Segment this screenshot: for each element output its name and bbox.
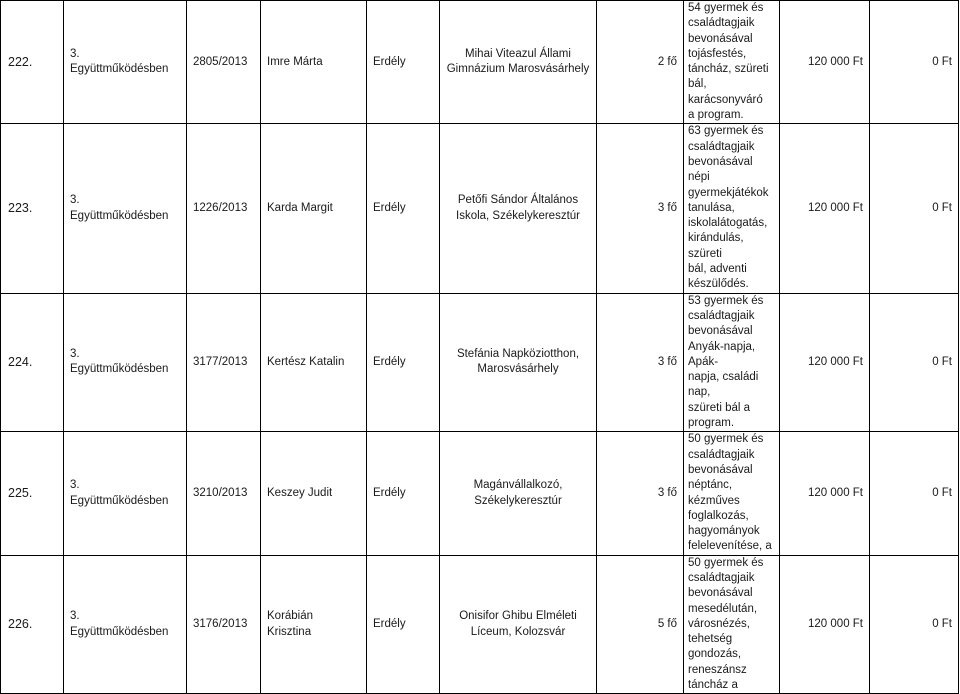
region-text: Erdély	[373, 55, 406, 68]
cooperation-type	[64, 293, 187, 432]
person-name-text: Korábián Krisztina	[267, 610, 314, 638]
amount-other	[870, 555, 959, 694]
program-description	[684, 555, 780, 694]
institution-text: Magánvállalkozó, Székelykeresztúr	[473, 479, 563, 507]
reference-number-text: 1226/2013	[193, 201, 248, 214]
persons-count-text: 3 fő	[657, 486, 677, 499]
reference-number-text: 3177/2013	[193, 355, 248, 368]
row-number-text: 222.	[8, 54, 33, 69]
row-number-text: 225.	[8, 485, 33, 500]
region-text: Erdély	[373, 617, 406, 630]
amount-other-text: 0 Ft	[932, 55, 952, 68]
institution-text: Onisifor Ghibu Elméleti Líceum, Kolozsvár	[459, 610, 577, 638]
region-text: Erdély	[373, 201, 406, 214]
amount-granted	[780, 555, 870, 694]
institution	[440, 555, 597, 694]
persons-count	[597, 293, 684, 432]
person-name	[261, 124, 367, 293]
institution	[440, 432, 597, 555]
amount-granted	[780, 293, 870, 432]
cooperation-type-text: 3. Együttműködésben	[70, 47, 169, 76]
reference-number	[187, 1, 261, 124]
table-body	[1, 1, 959, 694]
amount-other-text: 0 Ft	[932, 201, 952, 214]
program-description	[684, 124, 780, 293]
program-description	[684, 293, 780, 432]
program-description-text: 53 gyermek és családtagjaik bevonásával Anyák-napja, Apák- napja, családi nap, szüreti bál a program.	[688, 294, 764, 430]
persons-count-text: 3 fő	[657, 201, 677, 214]
persons-count-text: 2 fő	[657, 55, 677, 68]
cooperation-type-text: 3. Együttműködésben	[70, 348, 169, 376]
row-number-text: 224.	[8, 354, 33, 369]
person-name-text: Karda Margit	[267, 201, 333, 214]
program-description-text: 50 gyermek és családtagjaik bevonásával néptánc, kézműves foglalkozás, hagyományok felelevenítése, a	[688, 433, 772, 553]
row-number	[1, 432, 64, 555]
region	[367, 432, 440, 555]
table-row	[1, 555, 959, 694]
row-number	[1, 124, 64, 293]
reference-number-text: 3210/2013	[193, 486, 248, 499]
region-text: Erdély	[373, 355, 406, 368]
reference-number	[187, 293, 261, 432]
person-name	[261, 1, 367, 124]
program-description-text: 54 gyermek és családtagjaik bevonásával tojásfestés, táncház, szüreti bál, karácsonyváró a program.	[688, 2, 769, 122]
cooperation-type-text: 3. Együttműködésben	[70, 194, 169, 222]
table-row	[1, 124, 959, 293]
person-name-text: Imre Márta	[267, 55, 323, 68]
cooperation-type-text: 3. Együttműködésben	[70, 479, 169, 507]
persons-count	[597, 555, 684, 694]
cooperation-type-text: 3. Együttműködésben	[70, 610, 169, 638]
cooperation-type	[64, 124, 187, 293]
reference-number	[187, 124, 261, 293]
region	[367, 124, 440, 293]
person-name	[261, 293, 367, 432]
amount-granted-text: 120 000 Ft	[808, 486, 863, 499]
reference-number-text: 3176/2013	[193, 617, 248, 630]
program-description-text: 63 gyermek és családtagjaik bevonásával népi gyermekjátékok tanulása, iskolalátogatás, kirándulás, szüreti bál, adventi készülődés.	[688, 125, 769, 291]
table-row	[1, 293, 959, 432]
persons-count	[597, 1, 684, 124]
amount-other	[870, 432, 959, 555]
row-number	[1, 293, 64, 432]
region	[367, 293, 440, 432]
row-number	[1, 1, 64, 124]
reference-number	[187, 555, 261, 694]
row-number-text: 223.	[8, 200, 33, 215]
table-row	[1, 1, 959, 124]
amount-granted	[780, 1, 870, 124]
amount-other-text: 0 Ft	[932, 617, 952, 630]
amount-other	[870, 293, 959, 432]
institution-text: Petőfi Sándor Általános Iskola, Székelykeresztúr	[456, 194, 580, 222]
person-name	[261, 555, 367, 694]
cooperation-type	[64, 432, 187, 555]
amount-other	[870, 1, 959, 124]
persons-count-text: 5 fő	[657, 617, 677, 630]
institution-text: Stefánia Napköziotthon, Marosvásárhely	[456, 348, 580, 376]
reference-number	[187, 432, 261, 555]
program-description	[684, 1, 780, 124]
program-description-text: 50 gyermek és családtagjaik bevonásával mesedélután, városnézés, tehetség gondozás, reneszánsz táncház a	[688, 556, 764, 692]
person-name-text: Kertész Katalin	[267, 355, 345, 368]
cooperation-type	[64, 555, 187, 694]
amount-other-text: 0 Ft	[932, 355, 952, 368]
institution	[440, 124, 597, 293]
amount-granted-text: 120 000 Ft	[808, 201, 863, 214]
program-description	[684, 432, 780, 555]
persons-count	[597, 124, 684, 293]
amount-granted-text: 120 000 Ft	[808, 617, 863, 630]
reference-number-text: 2805/2013	[193, 55, 248, 68]
region	[367, 555, 440, 694]
row-number-text: 226.	[8, 616, 33, 631]
institution	[440, 1, 597, 124]
amount-other	[870, 124, 959, 293]
person-name-text: Keszey Judit	[267, 486, 333, 499]
amount-other-text: 0 Ft	[932, 486, 952, 499]
amount-granted-text: 120 000 Ft	[808, 55, 863, 68]
institution	[440, 293, 597, 432]
row-number	[1, 555, 64, 694]
amount-granted-text: 120 000 Ft	[808, 355, 863, 368]
persons-count-text: 3 fő	[657, 355, 677, 368]
amount-granted	[780, 432, 870, 555]
cooperation-type	[64, 1, 187, 124]
persons-count	[597, 432, 684, 555]
region-text: Erdély	[373, 486, 406, 499]
region	[367, 1, 440, 124]
institution-text: Mihai Viteazul Állami Gimnázium Marosvásárhely	[446, 47, 590, 76]
person-name	[261, 432, 367, 555]
table-row	[1, 432, 959, 555]
amount-granted	[780, 124, 870, 293]
